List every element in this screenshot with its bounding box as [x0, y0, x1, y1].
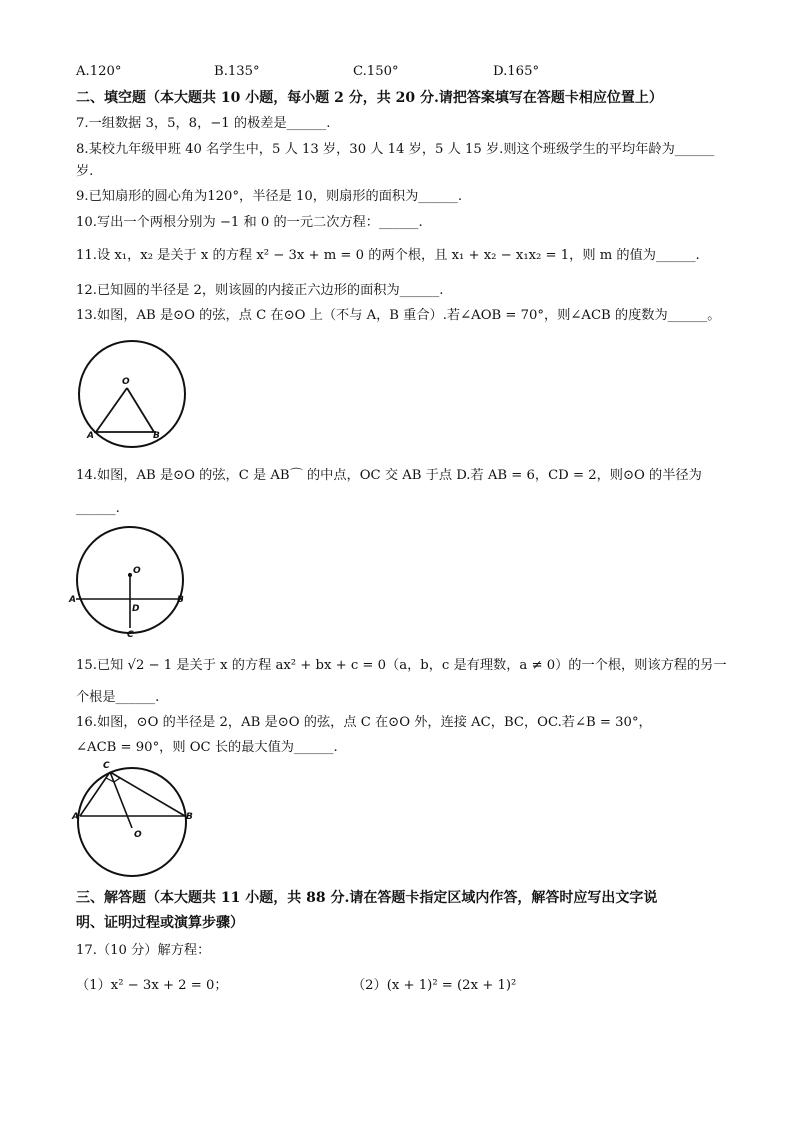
segment-oa	[96, 388, 127, 432]
section2-header: 二、填空题（本大题共 10 小题，每小题 2 分，共 20 分.请把答案填写在答题卡相应位置上）	[76, 90, 663, 106]
right-angle-mark-1	[114, 778, 120, 782]
label-b: B	[153, 431, 160, 441]
question-16-line1: 16.如图，⊙O 的半径是 2，AB 是⊙O 的弦，点 C 在⊙O 外，连接 AC，BC，OC.若∠B = 30°，	[76, 715, 652, 730]
label-o: O	[122, 377, 130, 387]
question-9: 9.已知扇形的圆心角为120°，半径是 10，则扇形的面积为______.	[76, 189, 463, 204]
center-dot	[128, 573, 131, 576]
option-a: A.120°	[76, 64, 122, 79]
q6-options	[76, 64, 716, 84]
segment-bc	[110, 772, 185, 816]
figure-q13	[70, 336, 190, 451]
question-10: 10.写出一个两根分别为 −1 和 0 的一元二次方程：______.	[76, 215, 423, 230]
question-8-line1: 8.某校九年级甲班 40 名学生中，5 人 13 岁，30 人 14 岁，5 人 15 岁.则这个班级学生的平均年龄为______	[76, 142, 715, 157]
question-15-line2: 个根是______.	[76, 690, 160, 705]
question-14-line1: 14.如图，AB 是⊙O 的弦，C 是 AB⌒ 的中点，OC 交 AB 于点 D.若 AB = 6，CD = 2，则⊙O 的半径为	[76, 468, 702, 483]
figure-q16	[70, 758, 195, 883]
label-c: C	[127, 630, 134, 640]
segment-oc	[110, 772, 132, 828]
label-c: C	[103, 761, 110, 771]
question-12: 12.已知圆的半径是 2，则该圆的内接正六边形的面积为______.	[76, 283, 444, 298]
question-8-line2: 岁.	[76, 164, 94, 179]
label-a: A	[69, 595, 76, 605]
segment-ac	[80, 772, 110, 816]
label-o: O	[134, 830, 142, 840]
option-c: C.150°	[353, 64, 399, 79]
figure-q14	[68, 520, 193, 640]
question-11: 11.设 x₁，x₂ 是关于 x 的方程 x² − 3x + m = 0 的两个根，且 x₁ + x₂ − x₁x₂ = 1，则 m 的值为______.	[76, 248, 700, 263]
question-17-part2: （2）(x + 1)² = (2x + 1)²	[352, 978, 517, 993]
question-17: 17.（10 分）解方程：	[76, 943, 211, 958]
label-b: B	[177, 595, 184, 605]
segment-ob	[127, 388, 154, 432]
label-o: O	[133, 566, 141, 576]
question-13: 13.如图，AB 是⊙O 的弦，点 C 在⊙O 上（不与 A，B 重合）.若∠AOB = 70°，则∠ACB 的度数为______。	[76, 308, 721, 323]
label-b: B	[186, 812, 193, 822]
question-7: 7.一组数据 3，5，8，−1 的极差是______.	[76, 116, 331, 131]
question-15-line1: 15.已知 √2 − 1 是关于 x 的方程 ax² + bx + c = 0（a，b，c 是有理数，a ≠ 0）的一个根，则该方程的另一	[76, 658, 727, 673]
label-a: A	[87, 431, 94, 441]
question-17-part1: （1）x² − 3x + 2 = 0；	[76, 978, 228, 993]
label-d: D	[132, 604, 140, 614]
section3-header-line2: 明、证明过程或演算步骤）	[76, 915, 244, 931]
option-b: B.135°	[214, 64, 260, 79]
option-d: D.165°	[493, 64, 540, 79]
question-14-line2: ______.	[76, 501, 120, 516]
question-16-line2: ∠ACB = 90°，则 OC 长的最大值为______.	[76, 740, 338, 755]
label-a: A	[72, 812, 79, 822]
section3-header-line1: 三、解答题（本大题共 11 小题，共 88 分.请在答题卡指定区域内作答，解答时应写出文字说	[76, 890, 658, 906]
